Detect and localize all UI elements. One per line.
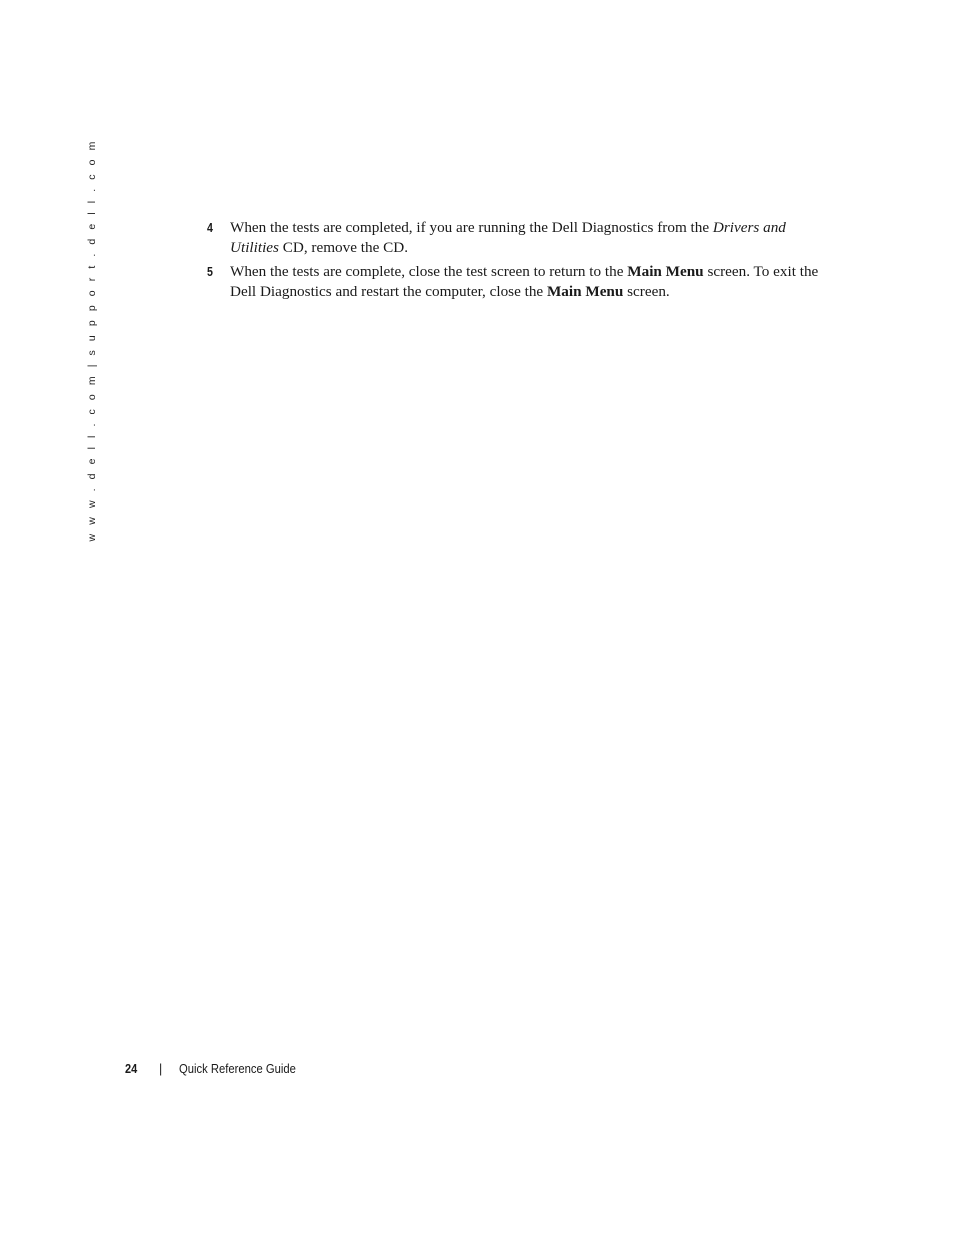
step-4	[207, 218, 827, 257]
step-text	[230, 219, 786, 256]
step-text-part: screen.	[623, 282, 670, 300]
footer-title: Quick Reference Guide	[179, 1062, 296, 1076]
step-number: 5	[207, 265, 213, 279]
step-text-part: When the tests are completed, if you are running the Dell Diagnostics from the	[230, 219, 713, 236]
step-text-part: CD, remove the CD.	[278, 238, 409, 256]
page-number: 24	[125, 1062, 138, 1076]
step-text	[230, 263, 818, 300]
step-text-part: When the tests are complete, close the test screen to return to the	[230, 263, 628, 280]
step-number: 4	[207, 221, 213, 235]
menu-name-bold: Main Menu	[627, 263, 704, 280]
steps-list	[207, 218, 827, 306]
footer-separator: |	[159, 1062, 163, 1076]
step-5	[207, 262, 827, 301]
menu-name-bold: Main Menu	[546, 282, 624, 300]
sidebar-url: w w w . d e l l . c o m | s u p p o r t . d e l l . c o m	[86, 138, 98, 542]
step-text-part: screen. To exit the Dell Diagnostics and restart the computer, close the	[230, 263, 819, 300]
media-name-italic: Drivers and Utilities	[230, 219, 786, 256]
